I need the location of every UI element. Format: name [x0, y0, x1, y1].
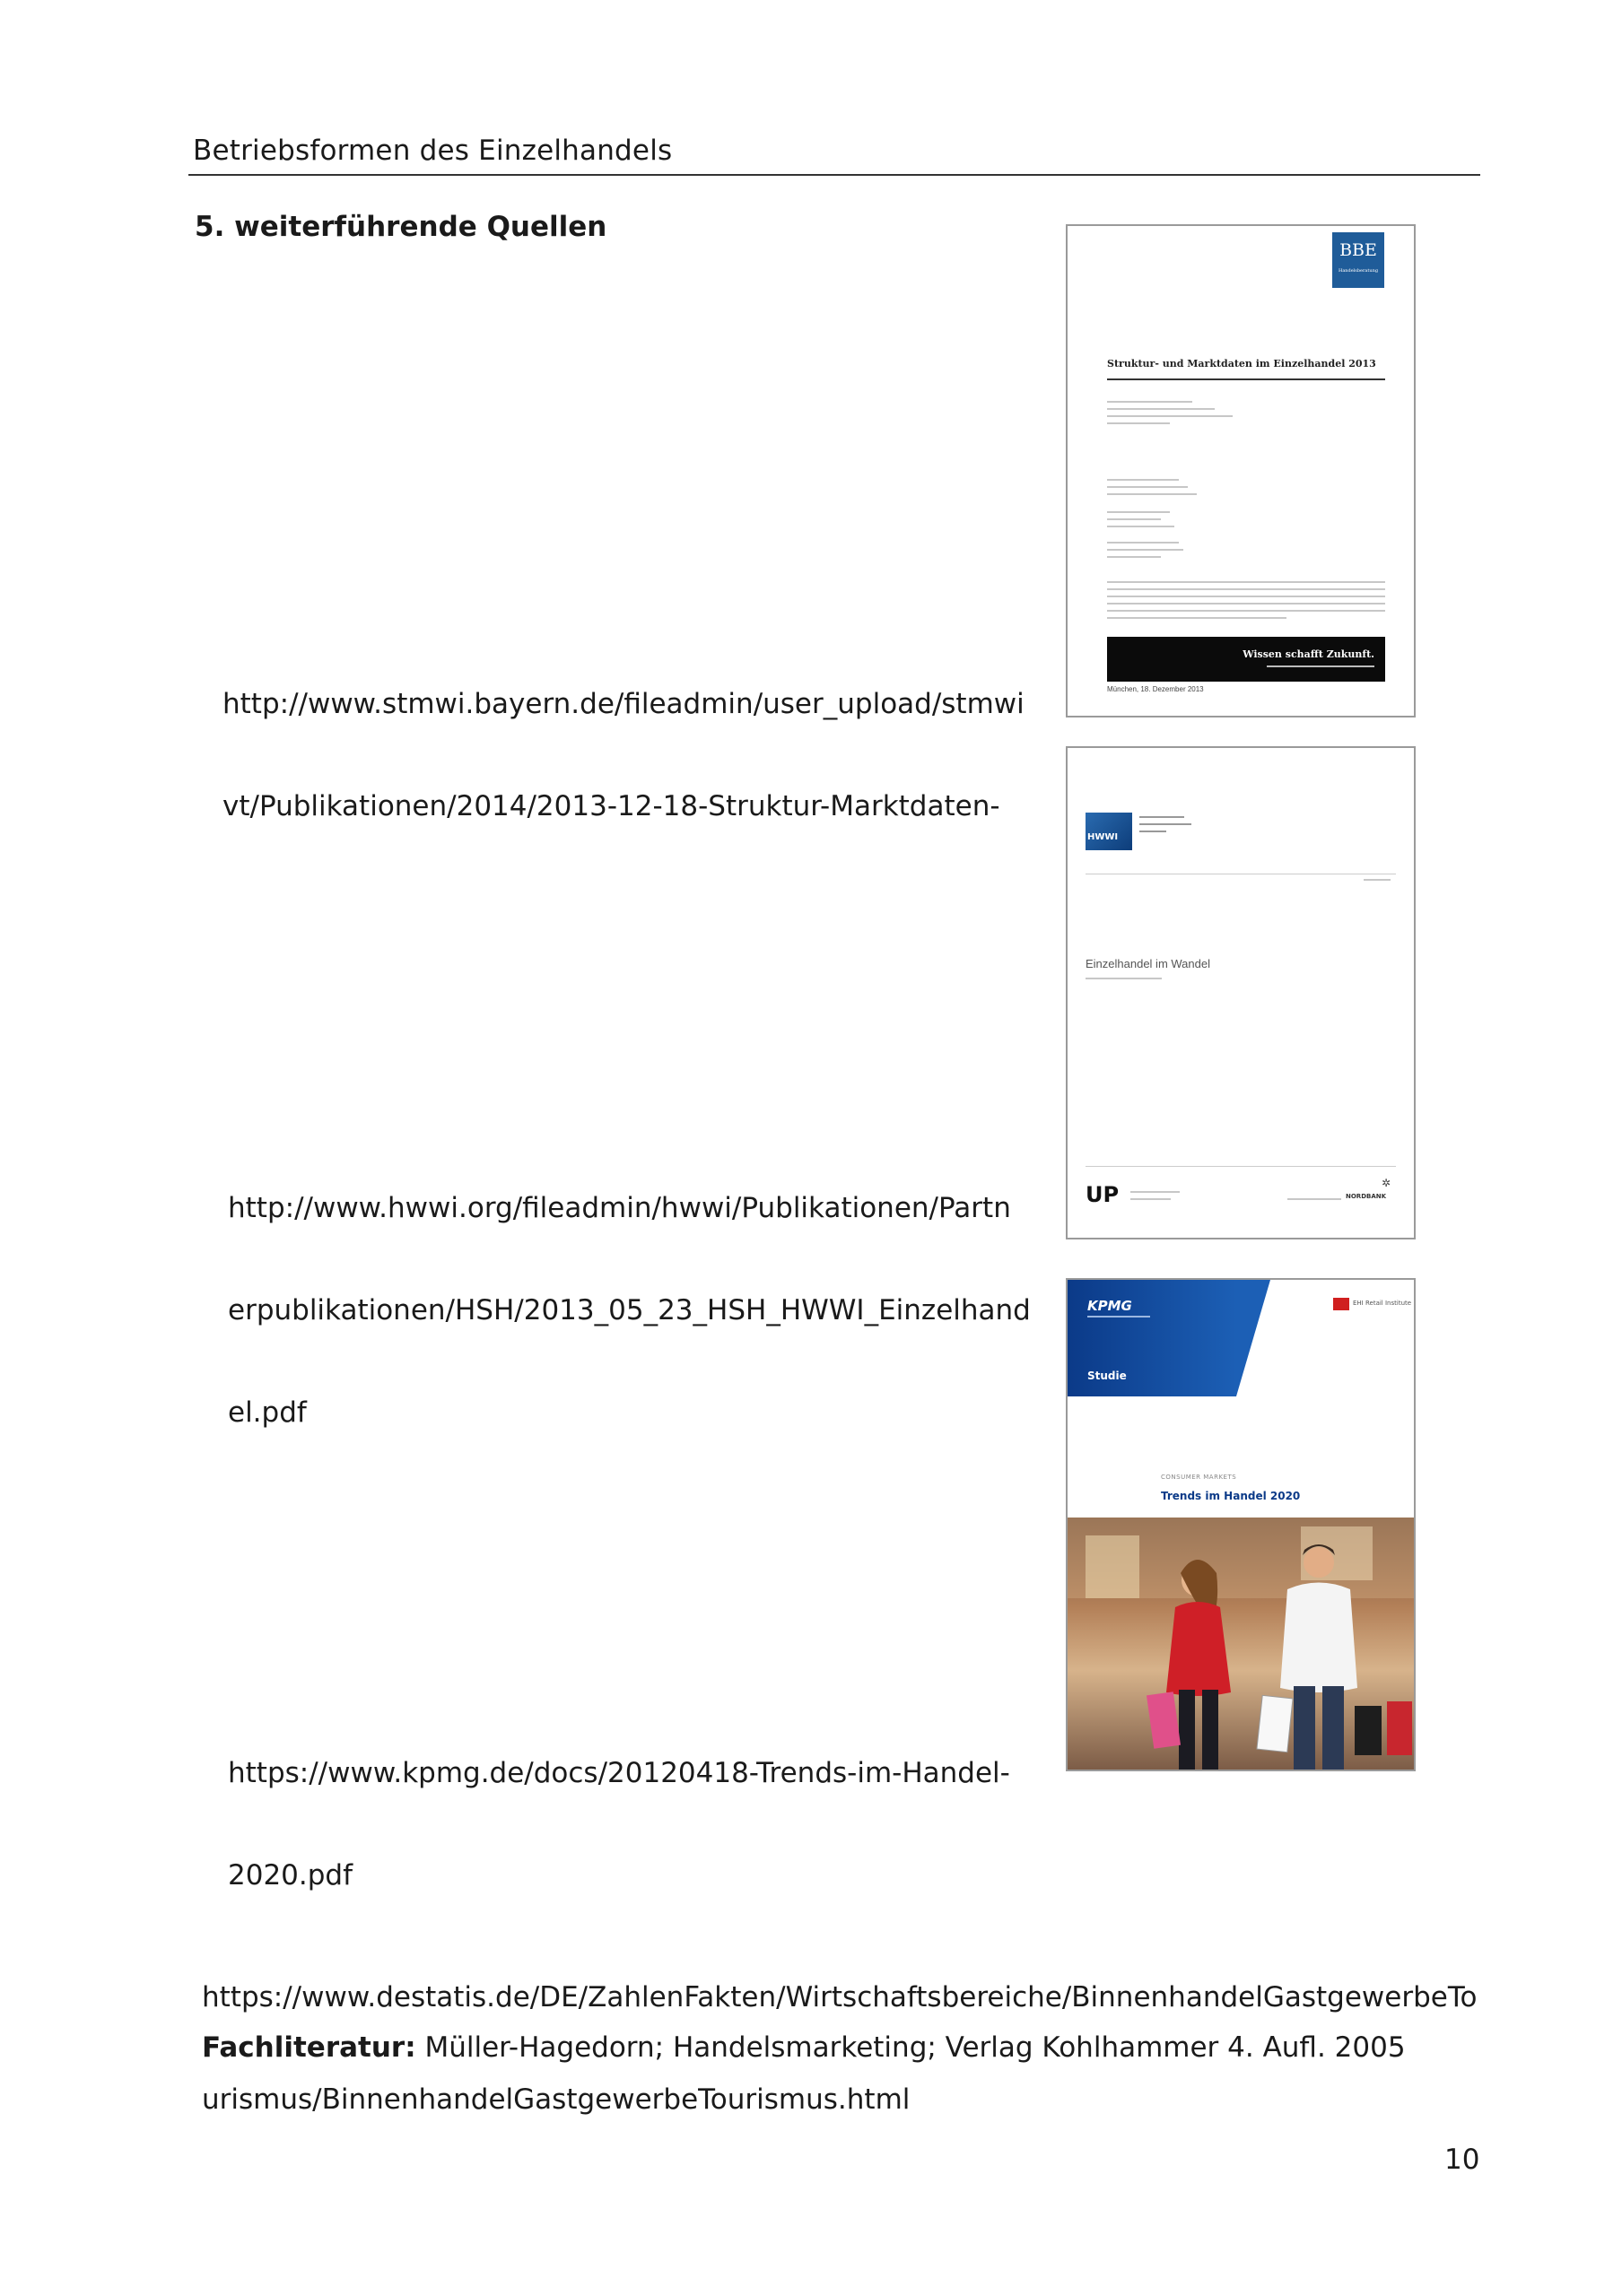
- up-logo: UP: [1086, 1182, 1120, 1207]
- kpmg-cover-title: Trends im Handel 2020: [1161, 1490, 1301, 1502]
- literature-entry: [202, 2031, 1406, 2064]
- text-line: [1086, 978, 1162, 979]
- reference-url-line: erpublikationen/HSH/2013_05_23_HSH_HWWI_Einzelhand: [228, 1294, 1031, 1326]
- text-line: [1139, 831, 1166, 832]
- kpmg-kicker: CONSUMER MARKETS: [1161, 1474, 1237, 1481]
- ehi-logo-icon: [1333, 1298, 1349, 1310]
- reference-url-line: 2020.pdf: [228, 1859, 353, 1892]
- text-line: [1107, 556, 1161, 558]
- text-line: [1107, 526, 1174, 527]
- literature-label: Fachliteratur:: [202, 2031, 416, 2064]
- bbe-cover-title: Struktur- und Marktdaten im Einzelhandel 2013: [1107, 358, 1376, 370]
- cover-rule: [1086, 1166, 1396, 1167]
- bbe-footer-date: München, 18. Dezember 2013: [1107, 685, 1204, 693]
- text-line: [1107, 486, 1188, 488]
- text-line: [1107, 422, 1170, 424]
- ehi-logo-text: EHI Retail Institute: [1353, 1300, 1412, 1307]
- text-line: [1107, 549, 1183, 551]
- header-rule: [188, 174, 1480, 176]
- text-line: [1107, 581, 1385, 583]
- text-line: [1107, 401, 1192, 403]
- hwwi-logo-text: HWWI: [1087, 832, 1119, 842]
- text-line: [1107, 408, 1215, 410]
- text-line: [1139, 816, 1184, 818]
- reference-url-line: https://www.destatis.de/DE/ZahlenFakten/Wirtschaftsbereiche/BinnenhandelGastgewerbeTo: [202, 1981, 1478, 2013]
- text-line: [1107, 518, 1161, 520]
- reference-url-line: urismus/BinnenhandelGastgewerbeTourismus.html: [202, 2083, 911, 2116]
- reference-url-1[interactable]: [222, 619, 1025, 857]
- reference-url-line: https://www.kpmg.de/docs/20120418-Trends-im-Handel-: [228, 1757, 1010, 1789]
- text-line: [1107, 542, 1179, 544]
- text-line: [1107, 493, 1197, 495]
- bbe-logo-text: BBE: [1339, 240, 1377, 260]
- reference-url-line: vt/Publikationen/2014/2013-12-18-Struktur-Marktdaten-: [222, 790, 1000, 822]
- text-line: [1107, 479, 1179, 481]
- text-line: [1130, 1191, 1180, 1193]
- reference-url-line: http://www.stmwi.bayern.de/fileadmin/user_upload/stmwi: [222, 688, 1025, 720]
- literature-text: Müller-Hagedorn; Handelsmarketing; Verlag Kohlhammer 4. Aufl. 2005: [415, 2031, 1406, 2064]
- cover-rule: [1107, 378, 1385, 380]
- shopping-couple-illustration: [1068, 1518, 1414, 1771]
- text-line: [1107, 511, 1170, 513]
- text-line: [1107, 610, 1385, 612]
- page-number: 10: [1444, 2144, 1480, 2176]
- reference-url-3[interactable]: [228, 1688, 1010, 1926]
- text-line: [1287, 1198, 1341, 1200]
- text-line: [1130, 1198, 1171, 1200]
- reference-url-line: el.pdf: [228, 1396, 307, 1429]
- bbe-slogan: Wissen schafft Zukunft.: [1243, 648, 1374, 660]
- section-title: 5. weiterführende Quellen: [195, 211, 607, 243]
- hwwi-study-cover: [1066, 746, 1416, 1239]
- nordbank-logo: NORDBANK: [1346, 1193, 1387, 1200]
- nordbank-emblem: ✲: [1382, 1177, 1391, 1189]
- kpmg-study-cover: [1066, 1278, 1416, 1771]
- kpmg-band-label: Studie: [1087, 1370, 1127, 1382]
- hwwi-logo: [1086, 813, 1132, 850]
- text-line: [1107, 415, 1233, 417]
- kpmg-tagline: [1087, 1316, 1150, 1318]
- reference-url-line: http://www.hwwi.org/fileadmin/hwwi/Publikationen/Partn: [228, 1192, 1011, 1224]
- kpmg-band: [1068, 1280, 1236, 1396]
- slogan-subline: [1267, 665, 1374, 667]
- kpmg-logo: KPMG: [1087, 1298, 1132, 1314]
- text-line: [1107, 617, 1286, 619]
- running-title: Betriebsformen des Einzelhandels: [193, 135, 673, 167]
- hwwi-cover-title: Einzelhandel im Wandel: [1086, 957, 1210, 970]
- shopping-couple-photo: [1068, 1518, 1414, 1771]
- reference-url-2[interactable]: [228, 1123, 1031, 1464]
- text-line: [1107, 603, 1385, 604]
- text-line: [1364, 879, 1391, 881]
- slogan-bar: [1107, 637, 1385, 682]
- bbe-logo: BBE Handelsberatung: [1332, 232, 1384, 288]
- text-line: [1107, 588, 1385, 590]
- text-line: [1139, 823, 1191, 825]
- bbe-study-cover: [1066, 224, 1416, 718]
- text-line: [1107, 596, 1385, 597]
